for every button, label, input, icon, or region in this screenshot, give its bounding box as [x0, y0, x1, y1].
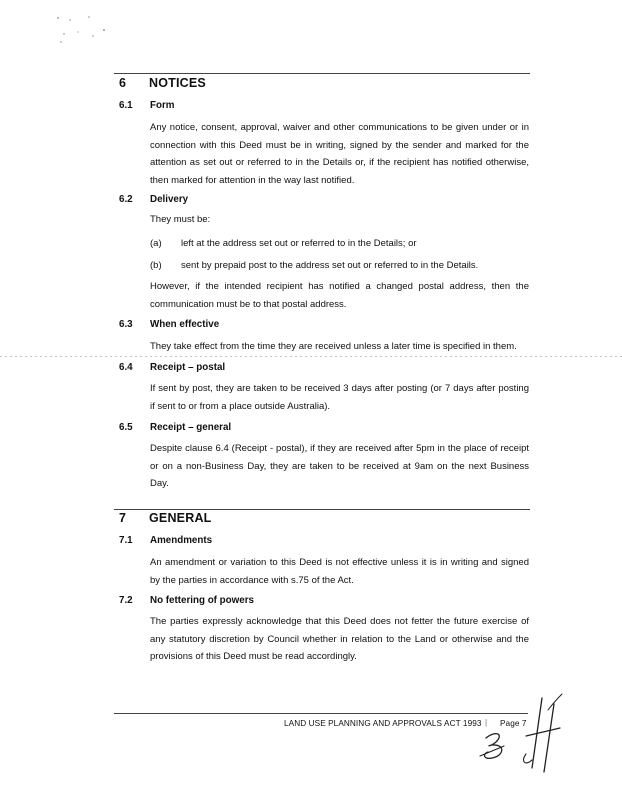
list-item-a-marker: (a) — [150, 238, 162, 249]
subsection-6-4-text: If sent by post, they are taken to be received 3 days after posting (or 7 days after posting if sent to or from a place outside Australia). — [150, 383, 529, 412]
list-item-a-text: left at the address set out or referred to in the Details; or — [181, 238, 417, 249]
subsection-6-5-title: Receipt – general — [150, 422, 232, 433]
subsection-7-1-title: Amendments — [150, 535, 213, 546]
subsection-6-2-title: Delivery — [150, 194, 189, 205]
footer-act: LAND USE PLANNING AND APPROVALS ACT 1993 — [284, 719, 482, 728]
subsection-6-5-number: 6.5 — [119, 422, 133, 433]
scan-line — [0, 356, 622, 357]
subsection-6-1-title: Form — [150, 100, 175, 111]
subsection-7-1-number: 7.1 — [119, 535, 133, 546]
subsection-7-2-text: The parties expressly acknowledge that this Deed does not fetter the future exercise of any statutory discretion by Council whether in relation to the Land or otherwise and the provisions of this Deed must be read accordingly. — [150, 616, 529, 663]
subsection-6-3-title: When effective — [150, 319, 220, 330]
subsection-6-3-number: 6.3 — [119, 319, 133, 330]
subsection-6-2-intro: They must be: — [150, 214, 211, 225]
handwritten-initials — [474, 690, 574, 775]
subsection-6-2-text: However, if the intended recipient has notified a changed postal address, then the communication must be to that postal address. — [150, 281, 529, 310]
subsection-6-2-number: 6.2 — [119, 194, 133, 205]
section-7-number: 7 — [119, 511, 127, 525]
section-7-rule — [114, 509, 530, 510]
subsection-6-1-number: 6.1 — [119, 100, 133, 111]
section-6-rule — [114, 73, 530, 74]
subsection-7-1-text: An amendment or variation to this Deed is not effective unless it is in writing and signed by the parties in accordance with s.75 of the Act. — [150, 557, 529, 586]
footer-separator: | — [485, 718, 488, 727]
subsection-7-2-title: No fettering of powers — [150, 595, 254, 606]
footer-page-number: Page 7 — [500, 719, 527, 728]
subsection-6-3-text: They take effect from the time they are received unless a later time is specified in them. — [150, 341, 517, 352]
section-7-title: GENERAL — [149, 511, 212, 525]
subsection-6-1-text: Any notice, consent, approval, waiver and other communications to be given under or in connection with this Deed must be in writing, signed by the sender and marked for the attention as set out or referred to in the Details or, if the recipient has notified otherwise, then marked for attention in the way last notified. — [150, 122, 529, 186]
scan-specks — [56, 14, 116, 54]
section-6-title: NOTICES — [149, 76, 206, 90]
subsection-6-4-title: Receipt – postal — [150, 362, 226, 373]
subsection-7-2-number: 7.2 — [119, 595, 133, 606]
list-item-b-text: sent by prepaid post to the address set out or referred to in the Details. — [181, 260, 479, 271]
subsection-6-5-text: Despite clause 6.4 (Receipt - postal), if they are received after 5pm in the place of receipt or on a non-Business Day, they are taken to be received at 9am on the next Business Day. — [150, 443, 529, 490]
list-item-b-marker: (b) — [150, 260, 162, 271]
section-6-number: 6 — [119, 76, 127, 90]
subsection-6-4-number: 6.4 — [119, 362, 133, 373]
footer-rule — [114, 713, 528, 714]
